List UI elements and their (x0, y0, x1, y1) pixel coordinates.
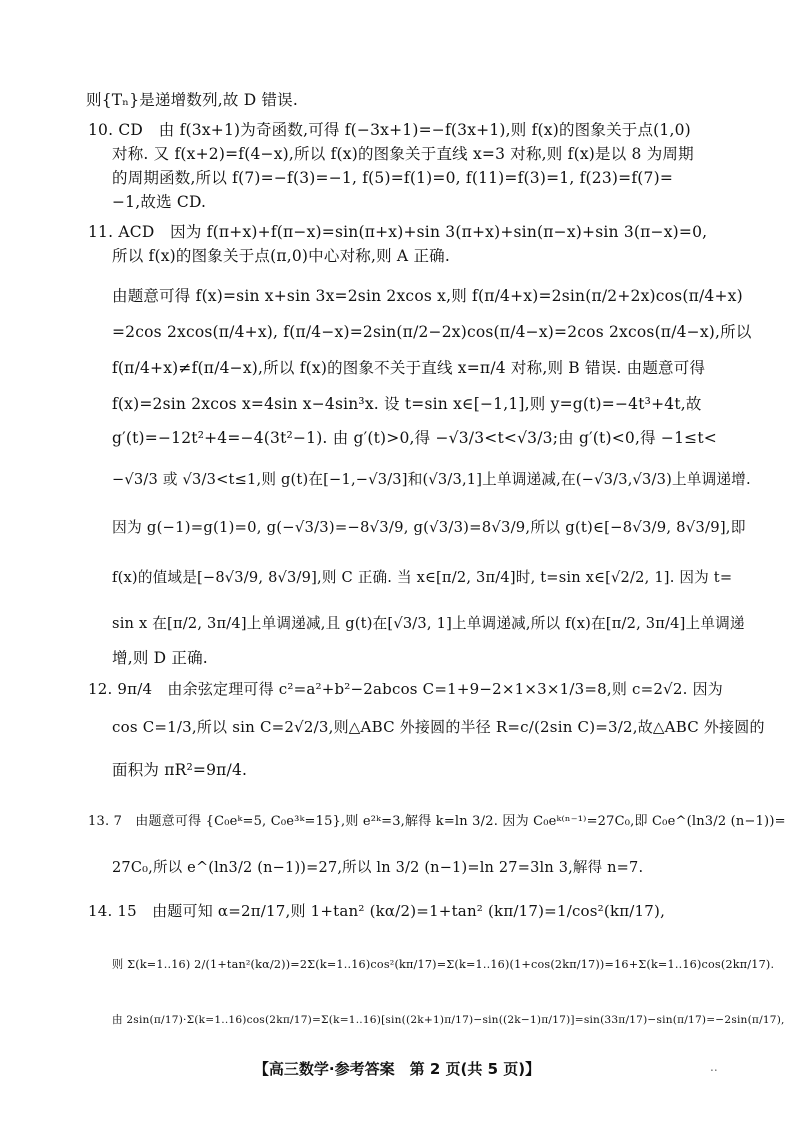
text-line: 因为 g(−1)=g(1)=0, g(−√3/3)=−8√3/9, g(√3/3)=8√3/9,所以 g(t)∈[−8√3/9, 8√3/9],即 (112, 519, 746, 536)
text-line: −√3/3 或 √3/3<t≤1,则 g(t)在[−1,−√3/3]和(√3/3,1]上单调递减,在(−√3/3,√3/3)上单调递增. (112, 471, 751, 488)
text-line: −1,故选 CD. (112, 193, 207, 211)
page-footer: 【高三数学·参考答案 第 2 页(共 5 页)】 (253, 1060, 541, 1078)
text-line: 13. 7 由题意可得 {C₀eᵏ=5, C₀e³ᵏ=15},则 e²ᵏ=3,解得 k=ln 3/2. 因为 C₀eᵏ⁽ⁿ⁻¹⁾=27C₀,即 C₀e^(ln3/2 (n−1))= (88, 814, 786, 829)
text-line: 面积为 πR²=9π/4. (112, 761, 248, 779)
text-line: 10. CD 由 f(3x+1)为奇函数,可得 f(−3x+1)=−f(3x+1),则 f(x)的图象关于点(1,0) (88, 121, 691, 139)
text-line: 的周期函数,所以 f(7)=−f(3)=−1, f(5)=f(1)=0, f(11)=f(3)=1, f(23)=f(7)= (112, 169, 674, 187)
text-line: 14. 15 由题可知 α=2π/17,则 1+tan² (kα/2)=1+tan² (kπ/17)=1/cos²(kπ/17), (88, 902, 666, 920)
text-line: 则{Tₙ}是递增数列,故 D 错误. (86, 91, 299, 109)
text-line: cos C=1/3,所以 sin C=2√2/3,则△ABC 外接圆的半径 R=c/(2sin C)=3/2,故△ABC 外接圆的 (112, 718, 765, 736)
text-line: 由 2sin(π/17)·Σ(k=1..16)cos(2kπ/17)=Σ(k=1..16)[sin((2k+1)π/17)−sin((2k−1)π/17)]=sin(33π/17)−sin(π/17)=−2sin(π/17), (112, 1014, 785, 1026)
text-line: 对称. 又 f(x+2)=f(4−x),所以 f(x)的图象关于直线 x=3 对称,则 f(x)是以 8 为周期 (112, 145, 694, 163)
text-line: 11. ACD 因为 f(π+x)+f(π−x)=sin(π+x)+sin 3(π+x)+sin(π−x)+sin 3(π−x)=0, (88, 223, 708, 241)
text-line: f(x)的值域是[−8√3/9, 8√3/9],则 C 正确. 当 x∈[π/2, 3π/4]时, t=sin x∈[√2/2, 1]. 因为 t= (112, 569, 733, 586)
corner-mark: .. (710, 1060, 718, 1074)
text-line: 27C₀,所以 e^(ln3/2 (n−1))=27,所以 ln 3/2 (n−1)=ln 27=3ln 3,解得 n=7. (112, 860, 644, 876)
text-line: 则 Σ(k=1..16) 2/(1+tan²(kα/2))=2Σ(k=1..16)cos²(kπ/17)=Σ(k=1..16)(1+cos(2kπ/17))=16+Σ(k=1..16)cos(2kπ/17). (112, 958, 775, 971)
text-line: f(π/4+x)≠f(π/4−x),所以 f(x)的图象不关于直线 x=π/4 对称,则 B 错误. 由题意可得 (112, 359, 706, 377)
text-line: g′(t)=−12t²+4=−4(3t²−1). 由 g′(t)>0,得 −√3/3<t<√3/3;由 g′(t)<0,得 −1≤t< (112, 429, 717, 447)
text-line: 增,则 D 正确. (112, 649, 208, 667)
text-line: f(x)=2sin 2xcos x=4sin x−4sin³x. 设 t=sin x∈[−1,1],则 y=g(t)=−4t³+4t,故 (112, 395, 702, 413)
text-line: =2cos 2xcos(π/4+x), f(π/4−x)=2sin(π/2−2x)cos(π/4−x)=2cos 2xcos(π/4−x),所以 (112, 323, 752, 341)
text-line: 由题意可得 f(x)=sin x+sin 3x=2sin 2xcos x,则 f(π/4+x)=2sin(π/2+2x)cos(π/4+x) (112, 287, 743, 305)
text-line: 12. 9π/4 由余弦定理可得 c²=a²+b²−2abcos C=1+9−2×1×3×1/3=8,则 c=2√2. 因为 (88, 680, 724, 698)
text-line: 所以 f(x)的图象关于点(π,0)中心对称,则 A 正确. (112, 247, 450, 265)
text-line: sin x 在[π/2, 3π/4]上单调递减,且 g(t)在[√3/3, 1]上单调递减,所以 f(x)在[π/2, 3π/4]上单调递 (112, 615, 745, 632)
